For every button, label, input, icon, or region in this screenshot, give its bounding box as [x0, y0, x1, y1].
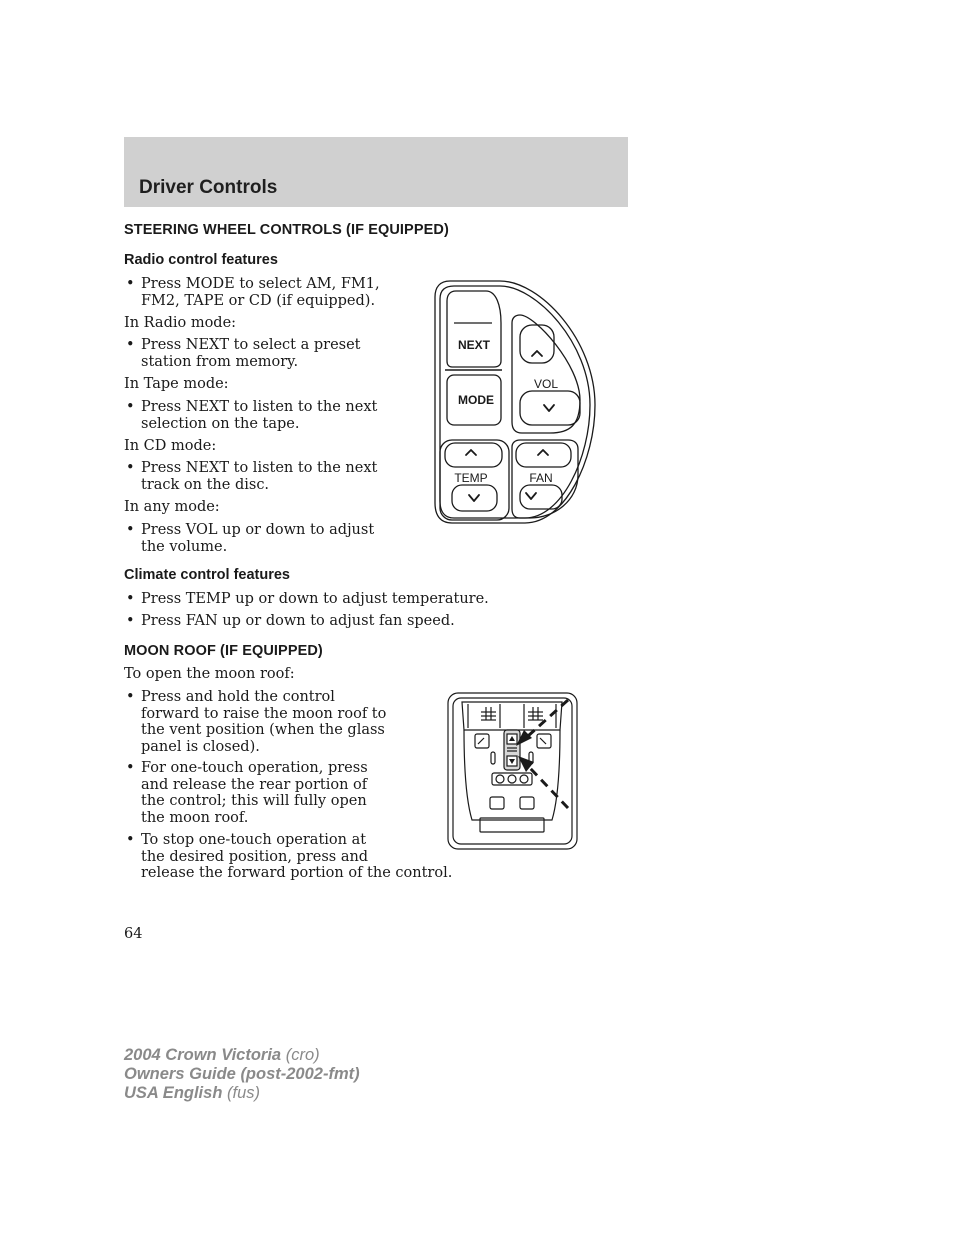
fan-down-arrow-icon [526, 493, 536, 499]
moon-roof-intro: To open the moon roof: [124, 666, 295, 682]
moon-roof-heading: MOON ROOF (IF EQUIPPED) [124, 643, 323, 659]
radio-mode-label: In Radio mode: [124, 315, 237, 331]
page-number: 64 [124, 926, 143, 942]
cd-mode-label: In CD mode: [124, 438, 217, 454]
vol-down-arrow-icon [544, 405, 554, 411]
temp-down-arrow-icon [469, 495, 479, 501]
document-footer: 2004 Crown Victoria (cro) Owners Guide (post-2002-fmt) USA English (fus) [124, 1046, 360, 1102]
temp-label: TEMP [454, 471, 488, 485]
fan-label: FAN [529, 471, 553, 485]
steering-wheel-controls-illustration [430, 275, 600, 527]
steering-controls-heading: STEERING WHEEL CONTROLS (IF EQUIPPED) [124, 222, 449, 238]
tape-mode-label: In Tape mode: [124, 376, 229, 392]
vol-label: VOL [533, 377, 559, 391]
section-title: Driver Controls [139, 177, 278, 198]
climate-features-heading: Climate control features [124, 567, 290, 583]
fan-up-arrow-icon [538, 450, 548, 455]
mode-label: MODE [458, 393, 494, 407]
vol-up-arrow-icon [532, 351, 542, 356]
moon-roof-console-illustration [444, 690, 580, 852]
radio-features-heading: Radio control features [124, 252, 278, 268]
section-header-band [124, 137, 628, 207]
temp-up-arrow-icon [466, 450, 476, 455]
any-mode-label: In any mode: [124, 499, 220, 515]
next-label: NEXT [457, 338, 491, 352]
